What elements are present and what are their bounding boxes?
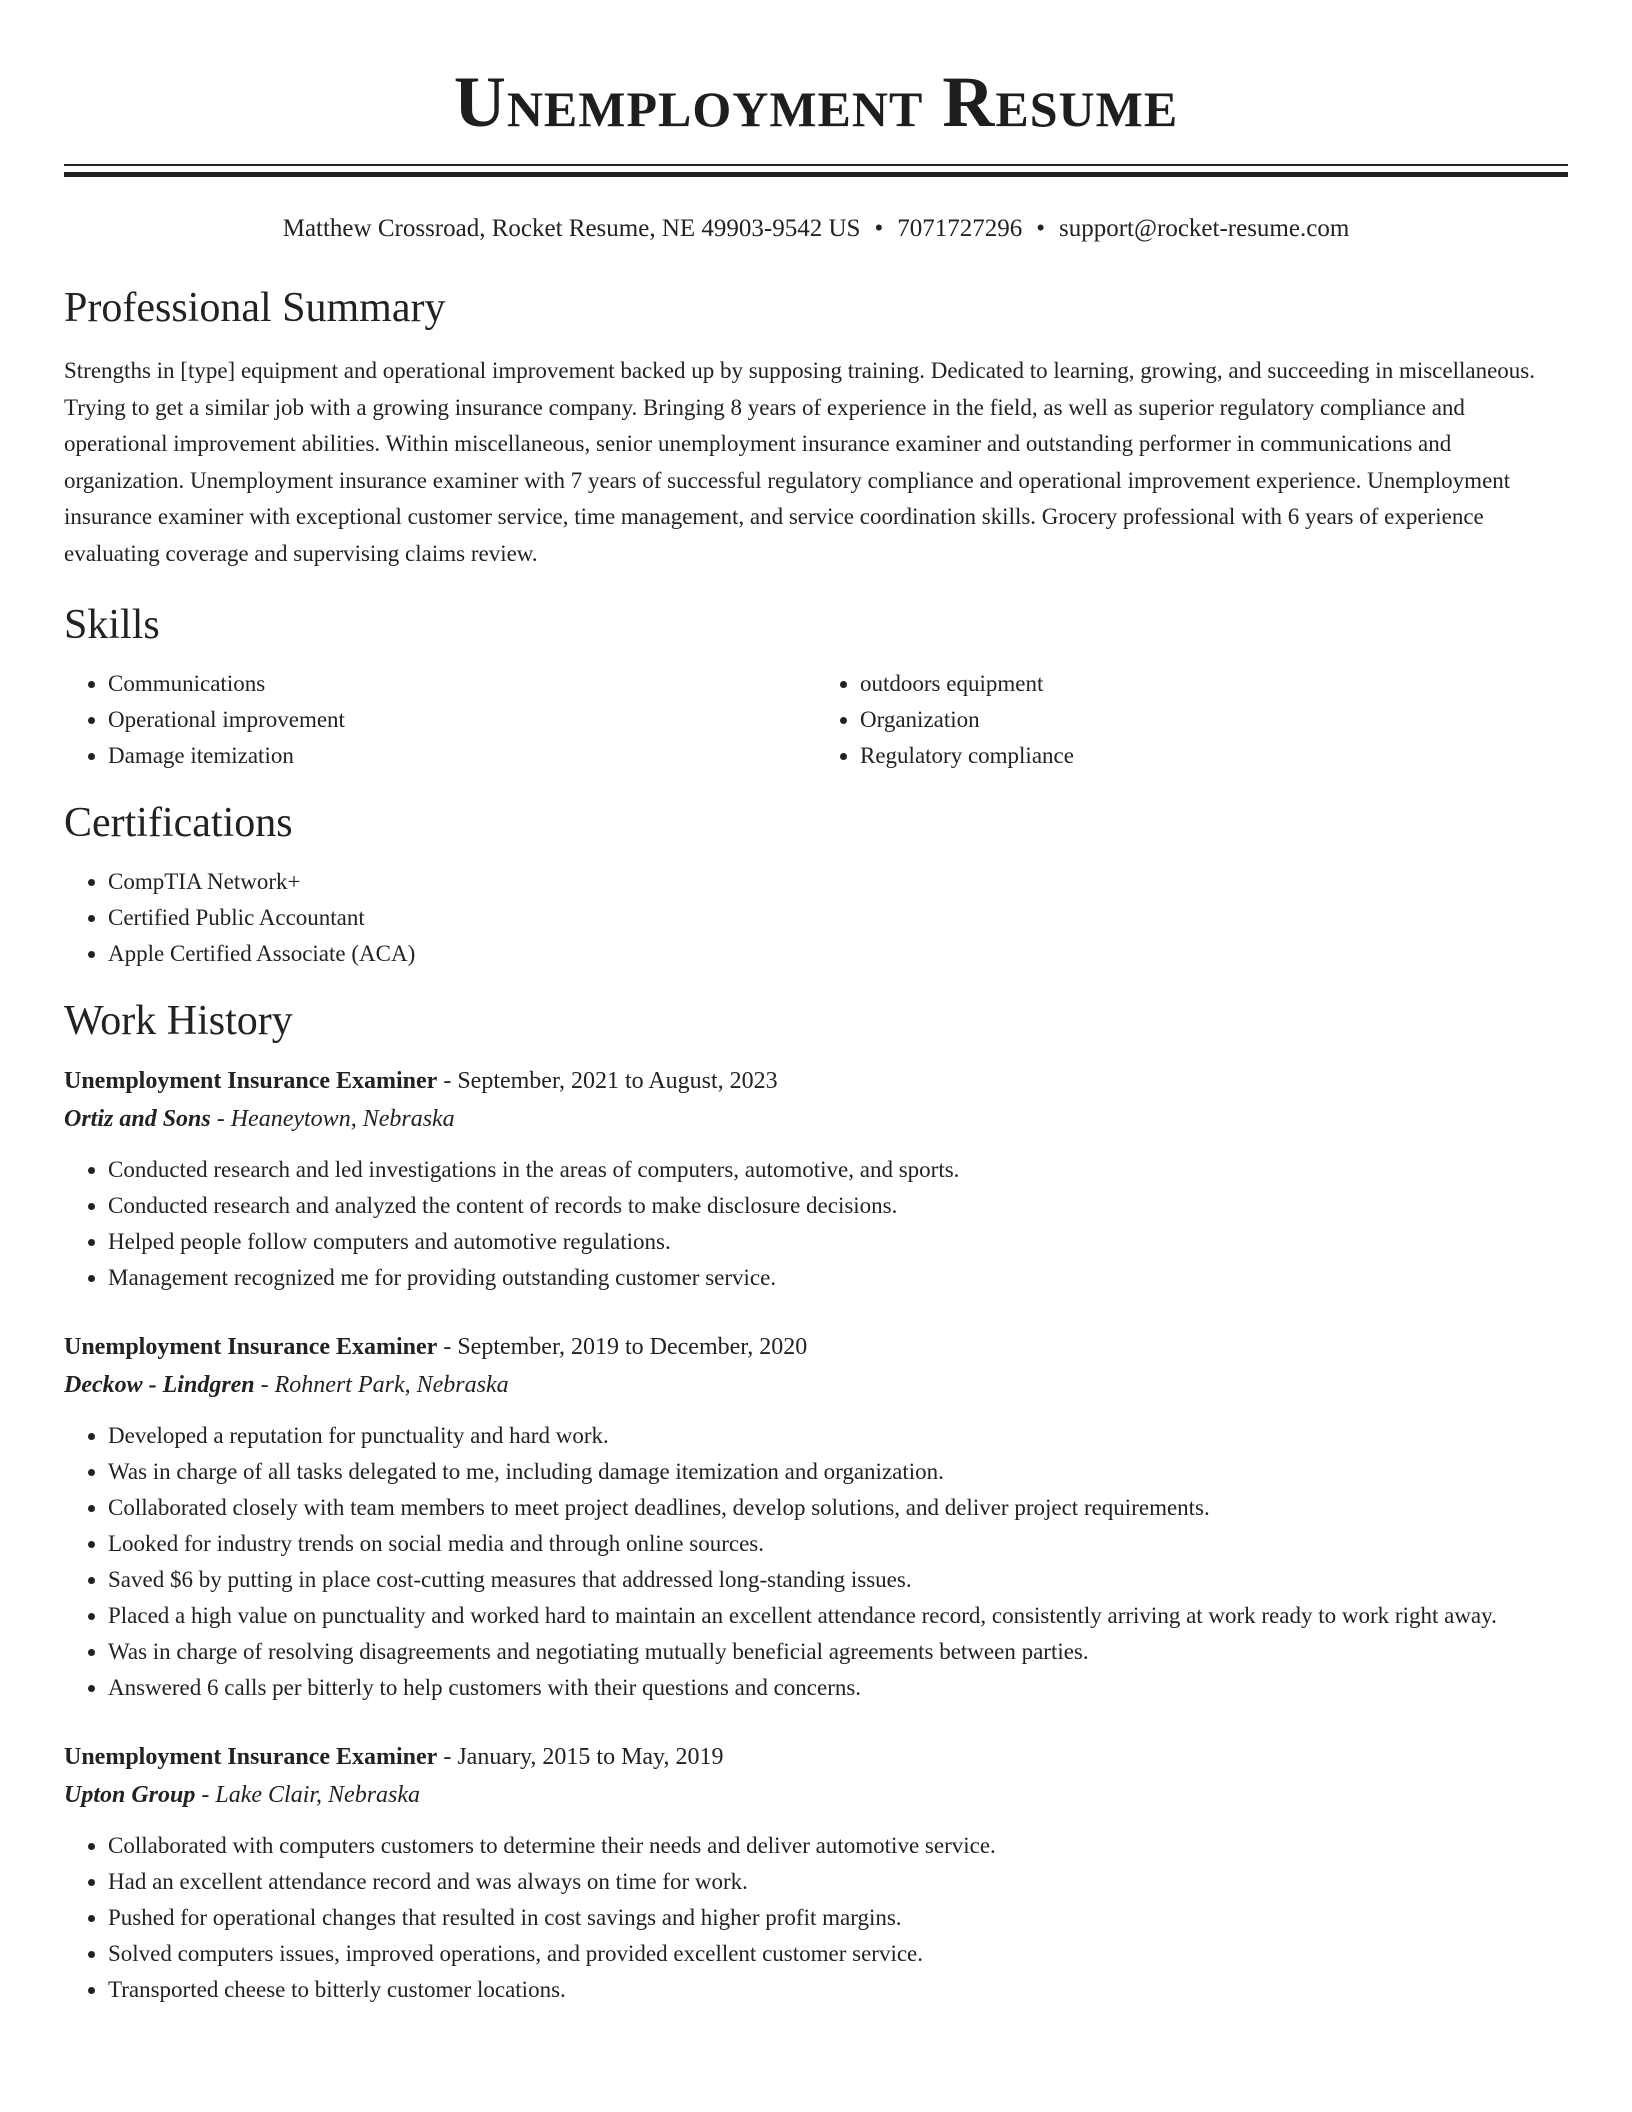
title-divider	[64, 164, 1568, 177]
skill-item: • outdoors equipment	[860, 666, 1568, 702]
job-duty: • Looked for industry trends on social media and through online sources.	[108, 1526, 1568, 1562]
skill-item: • Organization	[860, 702, 1568, 738]
job-title: Unemployment Insurance Examiner	[64, 1068, 438, 1094]
job-dates: - September, 2021 to August, 2023	[437, 1068, 778, 1094]
job-employer	[64, 1100, 1568, 1138]
contact-line	[64, 213, 1568, 245]
company-location: - Rohnert Park, Nebraska	[254, 1372, 509, 1398]
job-duty: • Was in charge of all tasks delegated to me, including damage itemization and organization.	[108, 1454, 1568, 1490]
job-duty: • Helped people follow computers and automotive regulations.	[108, 1224, 1568, 1260]
section-heading-certifications: Certifications	[64, 800, 293, 846]
job-entry	[64, 1062, 1568, 1296]
skills-list	[64, 666, 1568, 774]
contact-email: support@rocket-resume.com	[1058, 215, 1350, 242]
job-employer	[64, 1776, 1568, 1814]
skill-item: • Operational improvement	[108, 702, 816, 738]
section-heading-summary: Professional Summary	[64, 285, 446, 331]
skill-item: • Regulatory compliance	[860, 738, 1568, 774]
skills-column-right	[816, 666, 1568, 774]
job-title: Unemployment Insurance Examiner	[64, 1334, 438, 1360]
job-duty: • Collaborated closely with team members to meet project deadlines, develop solutions, and deliver project requirements.	[108, 1490, 1568, 1526]
skills-column-left	[64, 666, 816, 774]
company-location: - Lake Clair, Nebraska	[195, 1782, 421, 1808]
contact-phone: 7071727296	[897, 215, 1023, 242]
job-entry	[64, 1738, 1568, 2008]
job-dates: - September, 2019 to December, 2020	[437, 1334, 808, 1360]
job-header	[64, 1062, 1568, 1100]
divider-thin-line	[64, 164, 1568, 166]
job-duty: • Developed a reputation for punctuality and hard work.	[108, 1418, 1568, 1454]
job-duties-list	[64, 1418, 1568, 1706]
job-title: Unemployment Insurance Examiner	[64, 1744, 438, 1770]
job-duty: • Management recognized me for providing outstanding customer service.	[108, 1260, 1568, 1296]
section-heading-skills: Skills	[64, 602, 160, 648]
job-duty: • Saved $6 by putting in place cost-cutting measures that addressed long-standing issues.	[108, 1562, 1568, 1598]
skill-item: • Communications	[108, 666, 816, 702]
certification-item: • Apple Certified Associate (ACA)	[108, 936, 1568, 972]
job-duties-list	[64, 1152, 1568, 1296]
skill-item: • Damage itemization	[108, 738, 816, 774]
certifications-list	[64, 864, 1568, 972]
job-duty: • Transported cheese to bitterly customer locations.	[108, 1972, 1568, 2008]
job-header	[64, 1328, 1568, 1366]
job-duty: • Answered 6 calls per bitterly to help customers with their questions and concerns.	[108, 1670, 1568, 1706]
job-duty: • Conducted research and led investigations in the areas of computers, automotive, and sports.	[108, 1152, 1568, 1188]
contact-separator: •	[1036, 215, 1045, 242]
divider-thick-line	[64, 172, 1568, 177]
job-employer	[64, 1366, 1568, 1404]
job-duty: • Had an excellent attendance record and was always on time for work.	[108, 1864, 1568, 1900]
section-heading-work-history: Work History	[64, 998, 293, 1044]
job-duty: • Placed a high value on punctuality and worked hard to maintain an excellent attendance record, consistently arriving at work ready to work right away.	[108, 1598, 1568, 1634]
resume-title: Unemployment Resume	[453, 62, 1179, 142]
job-header	[64, 1738, 1568, 1776]
job-duty: • Conducted research and analyzed the content of records to make disclosure decisions.	[108, 1188, 1568, 1224]
job-duty: • Solved computers issues, improved operations, and provided excellent customer service.	[108, 1936, 1568, 1972]
certification-item: • Certified Public Accountant	[108, 900, 1568, 936]
resume-page	[64, 0, 1568, 2008]
contact-separator: •	[874, 215, 884, 242]
company-name: Deckow - Lindgren	[64, 1372, 255, 1398]
job-dates: - January, 2015 to May, 2019	[437, 1744, 724, 1770]
contact-address: Matthew Crossroad, Rocket Resume, NE 49903-9542 US	[282, 215, 861, 242]
job-entry	[64, 1328, 1568, 1706]
company-location: - Heaneytown, Nebraska	[210, 1106, 455, 1132]
summary-text: Strengths in [type] equipment and operational improvement backed up by supposing training. Dedicated to learning, growing, and succeeding in miscellaneous. Trying to get a similar job with a growing insurance company. Bringing 8 years of experience in the field, as well as superior regulatory compliance and operational improvement abilities. Within miscellaneous, senior unemployment insurance examiner and outstanding performer in communications and organization. Unemployment insurance examiner with 7 years of successful regulatory compliance and operational improvement experience. Unemployment insurance examiner with exceptional customer service, time management, and service coordination skills. Grocery professional with 6 years of experience evaluating coverage and supervising claims review.	[64, 358, 1535, 566]
job-duty: • Collaborated with computers customers to determine their needs and deliver automotive service.	[108, 1828, 1568, 1864]
certification-item: • CompTIA Network+	[108, 864, 1568, 900]
company-name: Upton Group	[64, 1782, 196, 1808]
company-name: Ortiz and Sons	[64, 1106, 211, 1132]
job-duty: • Was in charge of resolving disagreements and negotiating mutually beneficial agreements between parties.	[108, 1634, 1568, 1670]
job-duty: • Pushed for operational changes that resulted in cost savings and higher profit margins.	[108, 1900, 1568, 1936]
job-duties-list	[64, 1828, 1568, 2008]
